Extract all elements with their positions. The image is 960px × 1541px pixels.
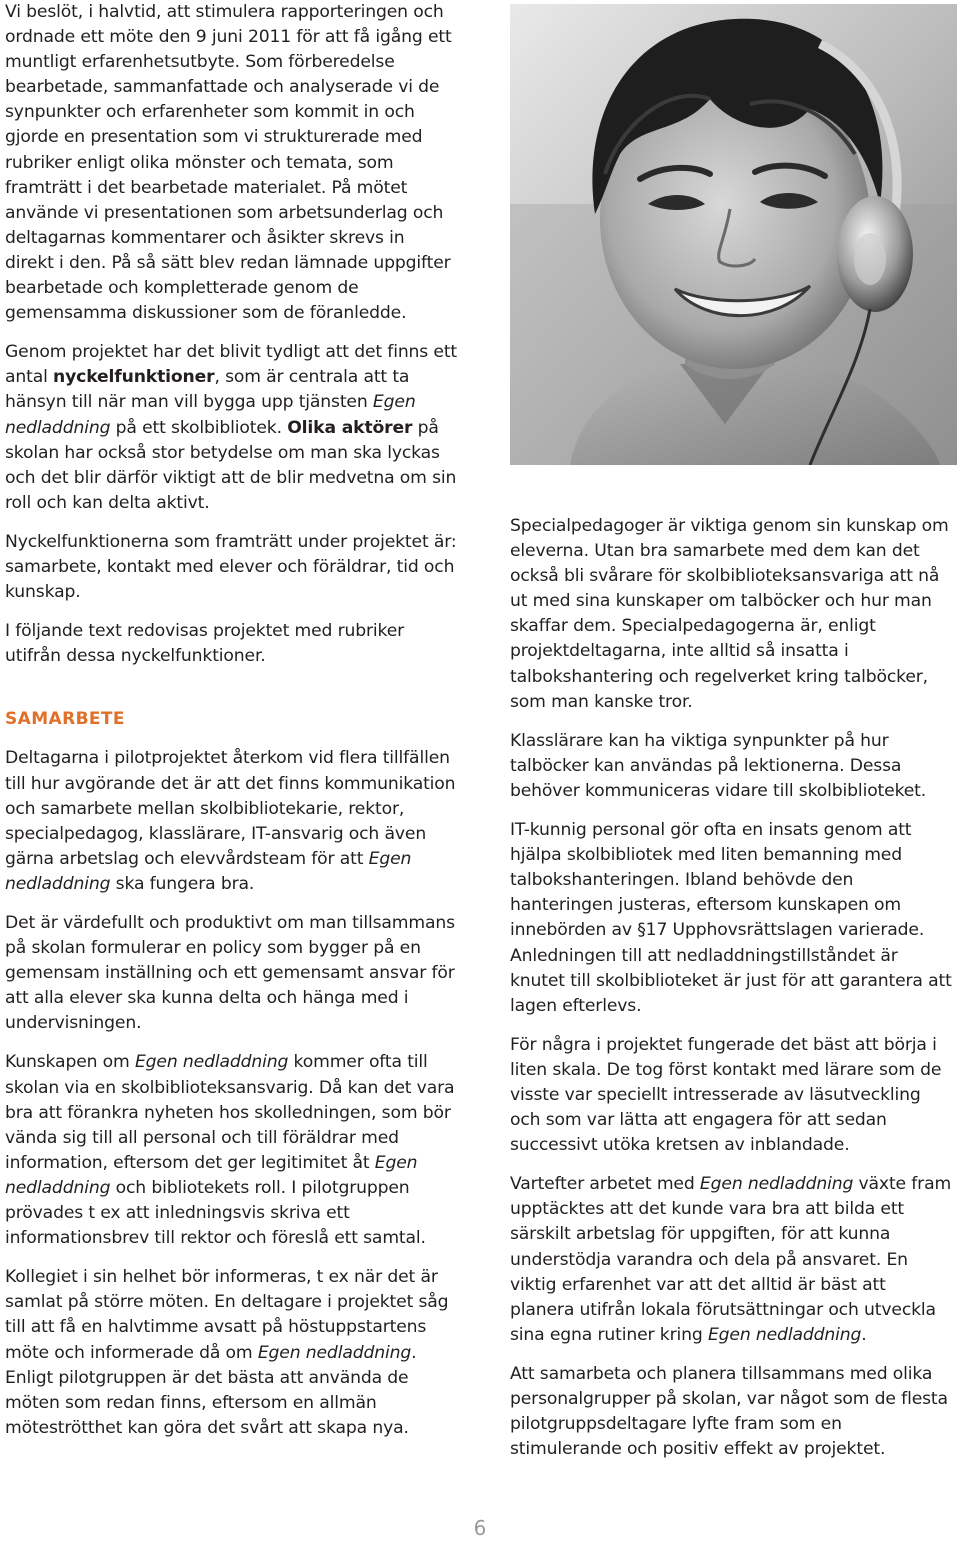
photo-illustration — [510, 4, 957, 465]
paragraph-it-personal: IT-kunnig personal gör ofta en insats genom att hjälpa skolbibliotek med liten bemanning med talbokshanteringen. Ibland behövde den hanteringen justeras, eftersom kunskapen om innebörden av §17 Upphovsrättslagen varierade. Anledningen till att nedladdningstillståndet är knutet till skolbiblioteket är just för att garantera att lagen efterlevs. — [510, 820, 952, 1016]
paragraph-staff-meetings: Kollegiet i sin helhet bör informeras, t ex när det är samlat på större möten. En deltagare i projektet såg till att få en halvtimme avsatt på höstuppstartens möte och informerade då om Egen nedladdning. Enligt pilotgruppen är det bästa att använda de möten som redan finns, eftersom en allmän möteströtthet kan göra det svårt att skapa nya. — [5, 1267, 449, 1438]
photo-boy-with-headphones — [510, 4, 957, 465]
paragraph-key-functions: Genom projektet har det blivit tydligt att det finns ett antal nyckelfunktioner, som är centrala att ta hänsyn till när man vill bygga upp tjänsten Egen nedladdning på ett skolbibliotek. Olika aktörer på skolan har också stor betydelse om man ska lyckas och det blir därför viktigt att de blir medvetna om sin roll och kan delta aktivt. — [5, 342, 458, 513]
term-nyckelfunktioner: nyckelfunktioner — [53, 367, 215, 388]
paragraph-work-team: Vartefter arbetet med Egen nedladdning växte fram upptäcktes att det kunde vara bra att bilda ett särskilt arbetslag för uppgiften, för att kunna understödja varandra och dela på ansvaret. En viktig erfarenhet var att det alltid är bäst att planera utifrån lokala förutsättningar och utveckla sina egna rutiner kring Egen nedladdning. — [510, 1174, 952, 1345]
paragraph-key-functions-list: Nyckelfunktionerna som framträtt under projektet är: samarbete, kontakt med elever och föräldrar, tid och kunskap. — [5, 531, 457, 603]
paragraph-policy: Det är värdefullt och produktivt om man tillsammans på skolan formulerar en policy som bygger på en gemensam inställning och ett gemensamt ansvar för att alla elever ska kunna delta och hänga med i undervisningen. — [5, 913, 455, 1034]
section-heading-samarbete: SAMARBETE — [5, 709, 125, 730]
paragraph-collaboration: Att samarbeta och planera tillsammans med olika personalgrupper på skolan, var något som de flesta pilotgruppsdeltagare lyfte fram som en stimulerande och positiv effekt av projektet. — [510, 1363, 948, 1460]
right-column — [510, 514, 955, 1462]
paragraph-knowledge: Kunskapen om Egen nedladdning kommer ofta till skolan via en skolbiblioteksansvarig. Då kan det vara bra att förankra nyheten hos skolledningen, som bör vända sig till all personal och till föräldrar med information, eftersom det ger legitimitet åt Egen nedladdning och bibliotekets roll. I pilotgruppen prövades t ex att inledningsvis skriva ett informationsbrev till rektor och föreslå ett samtal. — [5, 1052, 455, 1249]
paragraph-specialpedagoger: Specialpedagoger är viktiga genom sin kunskap om eleverna. Utan bra samarbete med dem kan det också bli svårare för skolbiblioteksansvariga att nå ut med sina kunskaper om talböcker och hur man skaffar dem. Specialpedagogerna är, enligt projektdeltagarna, inte alltid så insatta i talbokshantering och regelverket kring talböcker, som man kanske tror. — [510, 516, 949, 712]
term-olika-aktorer: Olika aktörer — [287, 417, 413, 438]
paragraph-meeting: Vi beslöt, i halvtid, att stimulera rapporteringen och ordnade ett möte den 9 juni 2011 för att få igång ett muntligt erfarenhetsutbyte. Som förberedelse bearbetade, sammanfattade och analyserade vi de synpunkter och erfarenheter som kommit in och gjorde en presentation som vi strukturerade med rubriker enligt olika mönster och temata, som framträtt i det bearbetade materialet. På mötet använde vi presentationen som arbetsunderlag och deltagarnas kommentarer och åsikter skrevs in direkt i den. På så sätt blev redan lämnade uppgifter bearbetade och kompletterade genom de gemensamma diskussioner som de föranledde. — [5, 2, 452, 324]
paragraph-klasslarare: Klasslärare kan ha viktiga synpunkter på hur talböcker kan användas på lektionerna. Dessa behöver kommuniceras vidare till skolbiblioteket. — [510, 730, 927, 801]
paragraph-participants: Deltagarna i pilotprojektet återkom vid flera tillfällen till hur avgörande det är att det finns kommunikation och samarbete mellan skolbibliotekarie, rektor, specialpedagog, klasslärare, IT-ansvarig och även gärna arbetslag och elevvårdsteam för att Egen nedladdning ska fungera bra. — [5, 748, 456, 894]
paragraph-intro-following: I följande text redovisas projektet med rubriker utifrån dessa nyckelfunktioner. — [5, 621, 405, 667]
term-egen-nedladdning: Egen nedladdning — [5, 392, 416, 438]
page-number: 6 — [473, 1516, 487, 1540]
left-column — [5, 0, 458, 1441]
paragraph-small-scale: För några i projektet fungerade det bäst att börja i liten skala. De tog först kontakt med lärare som de visste var speciellt intresserade av läsutveckling och som var lätta att engagera för att sedan successivt utöka kretsen av inblandade. — [510, 1034, 942, 1156]
